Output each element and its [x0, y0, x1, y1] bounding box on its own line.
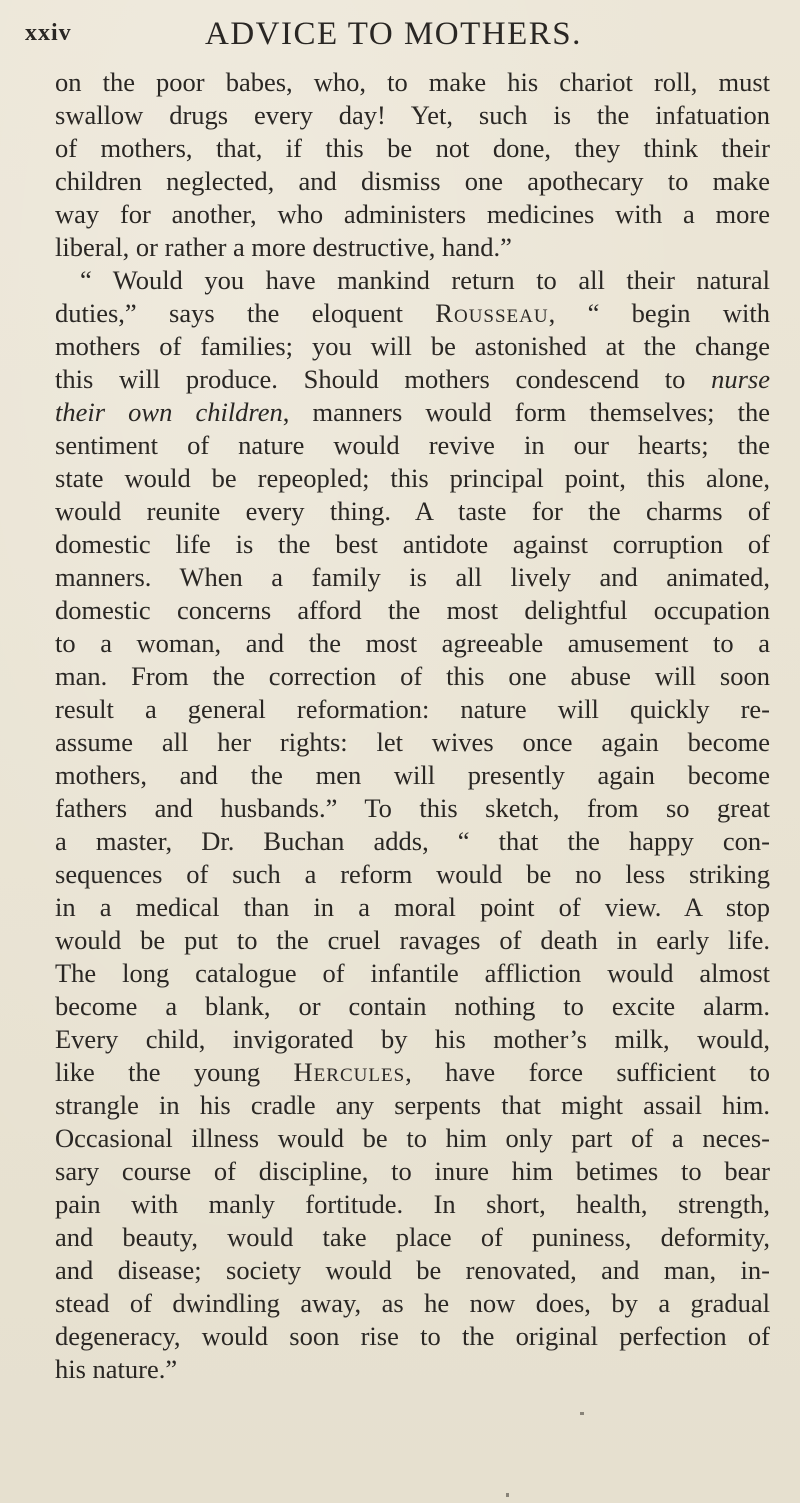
- text-fragment: duties,” says the eloquent: [55, 298, 436, 328]
- text-line: and beauty, would take place of puniness, deformity,: [55, 1222, 770, 1252]
- text-line: become a blank, or contain nothing to excite alarm.: [55, 991, 770, 1021]
- text-line: on the poor babes, who, to make his chariot roll, must: [55, 67, 770, 97]
- text-line: [55, 297, 770, 330]
- text-line: pain with manly fortitude. In short, health, strength,: [55, 1189, 770, 1219]
- text-line: assume all her rights: let wives once again become: [55, 727, 770, 757]
- text-line: and disease; society would be renovated, and man, in-: [55, 1255, 770, 1285]
- text-line: in a medical than in a moral point of view. A stop: [55, 892, 770, 922]
- text-line: [55, 1056, 770, 1089]
- text-line: way for another, who administers medicines with a more: [55, 199, 770, 229]
- text-line: of mothers, that, if this be not done, they think their: [55, 133, 770, 163]
- text-line: state would be repeopled; this principal point, this alone,: [55, 463, 770, 493]
- text-line: degeneracy, would soon rise to the original perfection of: [55, 1321, 770, 1351]
- italic-phrase: their own children: [55, 397, 283, 427]
- text-line: children neglected, and dismiss one apothecary to make: [55, 166, 770, 196]
- text-line: to a woman, and the most agreeable amusement to a: [55, 628, 770, 658]
- text-line: domestic concerns afford the most delightful occupation: [55, 595, 770, 625]
- text-line: domestic life is the best antidote against corruption of: [55, 529, 770, 559]
- text-line: would be put to the cruel ravages of death in early life.: [55, 925, 770, 955]
- text-line: sary course of discipline, to inure him betimes to bear: [55, 1156, 770, 1186]
- text-line: sequences of such a reform would be no less striking: [55, 859, 770, 889]
- text-line: would reunite every thing. A taste for the charms of: [55, 496, 770, 526]
- italic-phrase: nurse: [711, 364, 770, 394]
- text-line: [55, 396, 770, 429]
- text-line: result a general reformation: nature will quickly re-: [55, 694, 770, 724]
- text-line: liberal, or rather a more destructive, hand.”: [55, 232, 512, 262]
- text-fragment: , “ begin with: [548, 298, 770, 328]
- text-fragment: this will produce. Should mothers condescend to: [55, 364, 712, 394]
- text-line: mothers, and the men will presently again become: [55, 760, 770, 790]
- text-line: manners. When a family is all lively and animated,: [55, 562, 770, 592]
- mythic-name: Hercules: [293, 1057, 406, 1087]
- text-line: his nature.”: [55, 1354, 178, 1384]
- text-line: fathers and husbands.” To this sketch, from so great: [55, 793, 770, 823]
- text-fragment: like the young: [55, 1057, 294, 1087]
- running-head: ADVICE TO MOTHERS.: [205, 16, 582, 52]
- text-line: strangle in his cradle any serpents that might assail him.: [55, 1090, 770, 1120]
- text-line: stead of dwindling away, as he now does, by a gradual: [55, 1288, 770, 1318]
- text-line: Occasional illness would be to him only part of a neces-: [55, 1123, 770, 1153]
- ink-speck: [580, 1412, 584, 1415]
- text-line: “ Would you have mankind return to all their natural: [80, 265, 770, 295]
- text-line: Every child, invigorated by his mother’s milk, would,: [55, 1024, 770, 1054]
- text-line: a master, Dr. Buchan adds, “ that the happy con-: [55, 826, 770, 856]
- text-fragment: , have force sufficient to: [405, 1057, 770, 1087]
- text-fragment: , manners would form themselves; the: [282, 397, 770, 427]
- body-text: [55, 66, 770, 1386]
- text-line: [55, 363, 770, 396]
- text-line: The long catalogue of infantile affliction would almost: [55, 958, 770, 988]
- page-number: xxiv: [25, 20, 72, 46]
- text-line: man. From the correction of this one abuse will soon: [55, 661, 770, 691]
- ink-speck: [506, 1493, 509, 1497]
- author-name: Rousseau: [435, 298, 549, 328]
- text-line: sentiment of nature would revive in our hearts; the: [55, 430, 770, 460]
- text-line: mothers of families; you will be astonished at the change: [55, 331, 770, 361]
- text-line: swallow drugs every day! Yet, such is the infatuation: [55, 100, 770, 130]
- page-header: [25, 10, 785, 60]
